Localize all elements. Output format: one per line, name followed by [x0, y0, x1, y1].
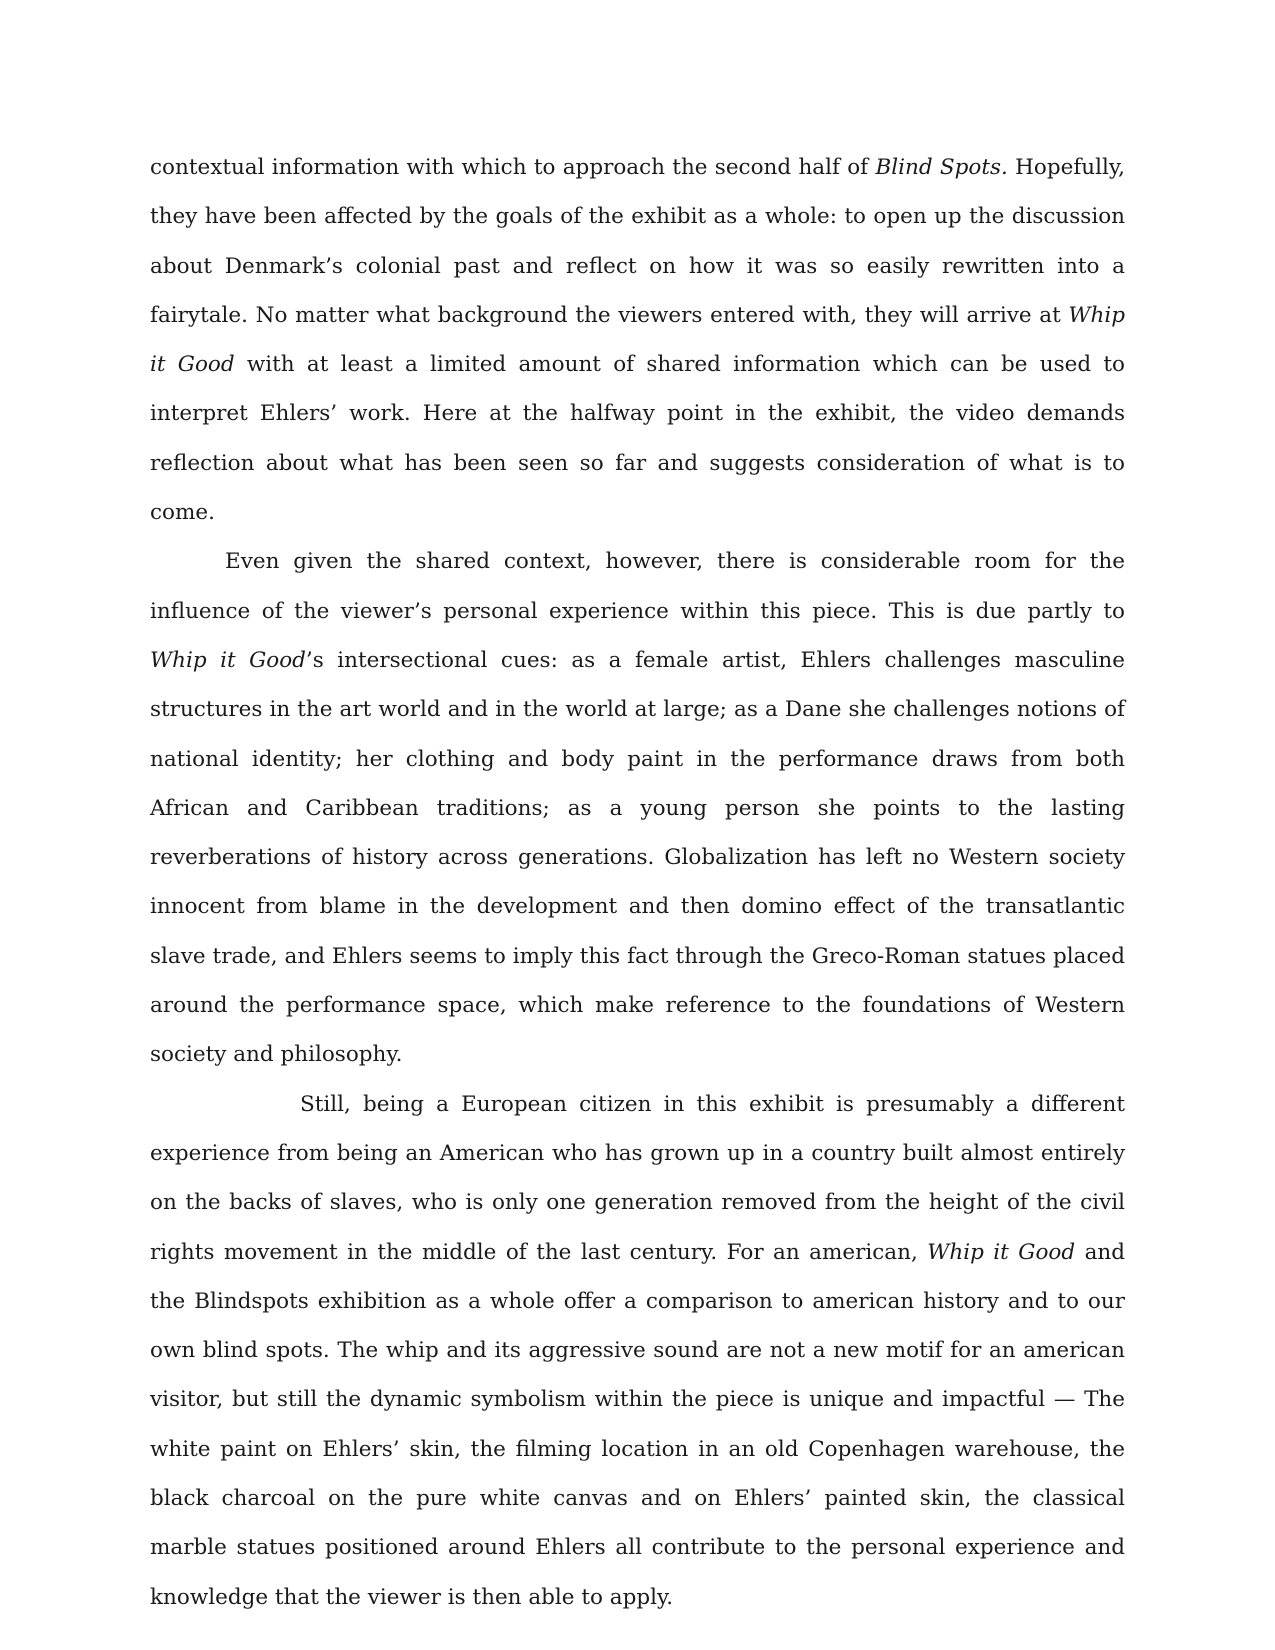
paragraph-3-text-a: Still, being a European citizen in this exhibit is presumably a different experience from being an American who has grown up in a country built almost entirely on the backs of slaves, who is only one generation removed from the height of the civil rights movement in the middle of the last century. For an american,: [150, 1091, 1125, 1265]
paragraph-3-title-whip-it-good: Whip it Good: [927, 1239, 1076, 1265]
paragraph-1-text-c: Hopefully, they have been affected by the goals of the exhibit as a whole: to open up the discussion about Denmark’s colonial past and reflect on how it was so easily rewritten into a fairytale. No matter what background the viewers entered with, they will arrive at: [150, 155, 1125, 328]
document-page: [150, 143, 1125, 1622]
paragraph-1-title-blind-spots: Blind Spots.: [875, 155, 1008, 180]
paragraph-3: [150, 1080, 1125, 1622]
paragraph-3-text-c: and the Blindspots exhibition as a whole offer a comparison to american history and to our own blind spots. The whip and its aggressive sound are not a new motif for an american visitor, but still the dynamic symbolism within the piece is unique and impactful — The white paint on Ehlers’ skin, the filming location in an old Copenhagen warehouse, the black charcoal on the pure white canvas and on Ehlers’ painted skin, the classical marble statues positioned around Ehlers all contribute to the personal experience and knowledge that the viewer is then able to apply.: [150, 1239, 1125, 1610]
paragraph-1-text-e: with at least a limited amount of shared information which can be used to interpret Ehlers’ work. Here at the halfway point in the exhibit, the video demands reflection about what has been seen so far and suggests consideration of what is to come.: [150, 352, 1125, 526]
paragraph-2: [150, 537, 1125, 1079]
paragraph-2-text-c: ’s intersectional cues: as a female artist, Ehlers challenges masculine structures in the art world and in the world at large; as a Dane she challenges notions of national identity; her clothing and body paint in the performance draws from both African and Caribbean traditions; as a young person she points to the lasting reverberations of history across generations. Globalization has left no Western society innocent from blame in the development and then domino effect of the transatlantic slave trade, and Ehlers seems to imply this fact through the Greco-Roman statues placed around the performance space, which make reference to the foundations of Western society and philosophy.: [150, 647, 1125, 1068]
paragraph-1-title-whip-it-good: Whip it Good: [150, 302, 1125, 378]
paragraph-1-text-a: contextual information with which to approach the second half of: [150, 155, 876, 180]
paragraph-2-title-whip-it-good: Whip it Good: [150, 647, 306, 673]
paragraph-1: [150, 143, 1125, 537]
paragraph-2-text-a: Even given the shared context, however, there is considerable room for the influence of the viewer’s personal experience within this piece. This is due partly to: [150, 549, 1125, 624]
